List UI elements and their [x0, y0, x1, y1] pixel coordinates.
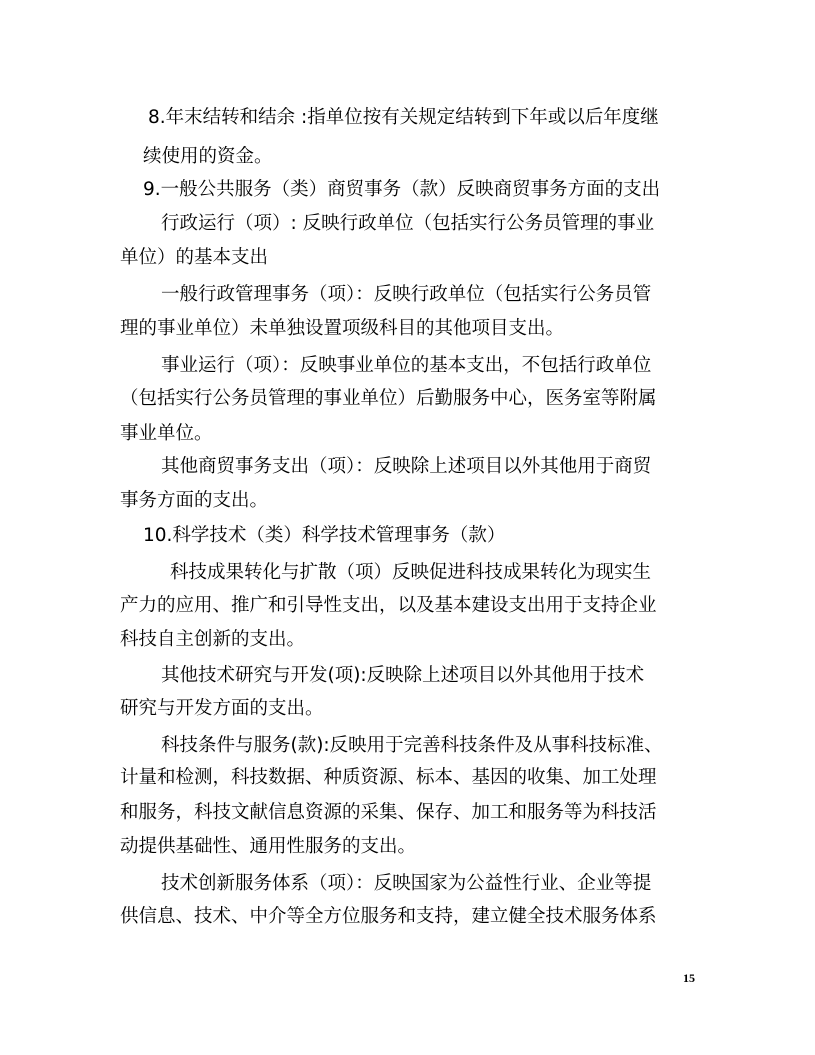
text-line: 科技自主创新的支出。	[120, 629, 306, 650]
text-line: 研究与开发方面的支出。	[120, 698, 324, 719]
text-line: 技术创新服务体系（项）：反映国家为公益性行业、企业等提	[161, 873, 652, 894]
text-line: 其他商贸事务支出（项）：反映除上述项目以外其他用于商贸	[161, 456, 652, 477]
text-line: 事业运行（项）：反映事业单位的基本支出，不包括行政单位	[161, 355, 652, 376]
text-line: 其他技术研究与开发(项):反映除上述项目以外其他用于技术	[161, 665, 645, 686]
text-line: 动提供基础性、通用性服务的支出。	[120, 836, 417, 857]
text-line: 8.年末结转和结余 :指单位按有关规定结转到下年或以后年度继	[148, 107, 659, 128]
text-line: 单位）的基本支出	[120, 247, 269, 268]
text-line: 一般行政管理事务（项）：反映行政单位（包括实行公务员管	[161, 284, 652, 305]
text-line: 续使用的资金。	[143, 146, 273, 167]
text-line: 9.一般公共服务（类）商贸事务（款）反映商贸事务方面的支出	[143, 179, 661, 200]
text-line: 产力的应用、推广和引导性支出，以及基本建设支出用于支持企业	[120, 595, 657, 616]
text-line: 和服务，科技文献信息资源的采集、保存、加工和服务等为科技活	[120, 802, 657, 823]
text-line: 10.科学技术（类）科学技术管理事务（款）	[143, 525, 506, 546]
text-line: 科技条件与服务(款):反映用于完善科技条件及从事科技标准、	[161, 735, 663, 756]
text-line: 计量和检测，科技数据、种质资源、标本、基因的收集、加工处理	[120, 767, 657, 788]
text-line: （包括实行公务员管理的事业单位）后勤服务中心，医务室等附属	[120, 388, 657, 409]
text-line: 行政运行（项）: 反映行政单位（包括实行公务员管理的事业	[161, 213, 655, 234]
text-line: 供信息、技术、中介等全方位服务和支持，建立健全技术服务体系	[120, 906, 657, 927]
text-line: 理的事业单位）未单独设置项级科目的其他项目支出。	[120, 318, 565, 339]
text-line: 事务方面的支出。	[120, 490, 269, 511]
page-number: 15	[683, 971, 695, 985]
text-line: 事业单位。	[120, 423, 213, 444]
text-line: 科技成果转化与扩散（项）反映促进科技成果转化为现实生	[170, 562, 652, 583]
